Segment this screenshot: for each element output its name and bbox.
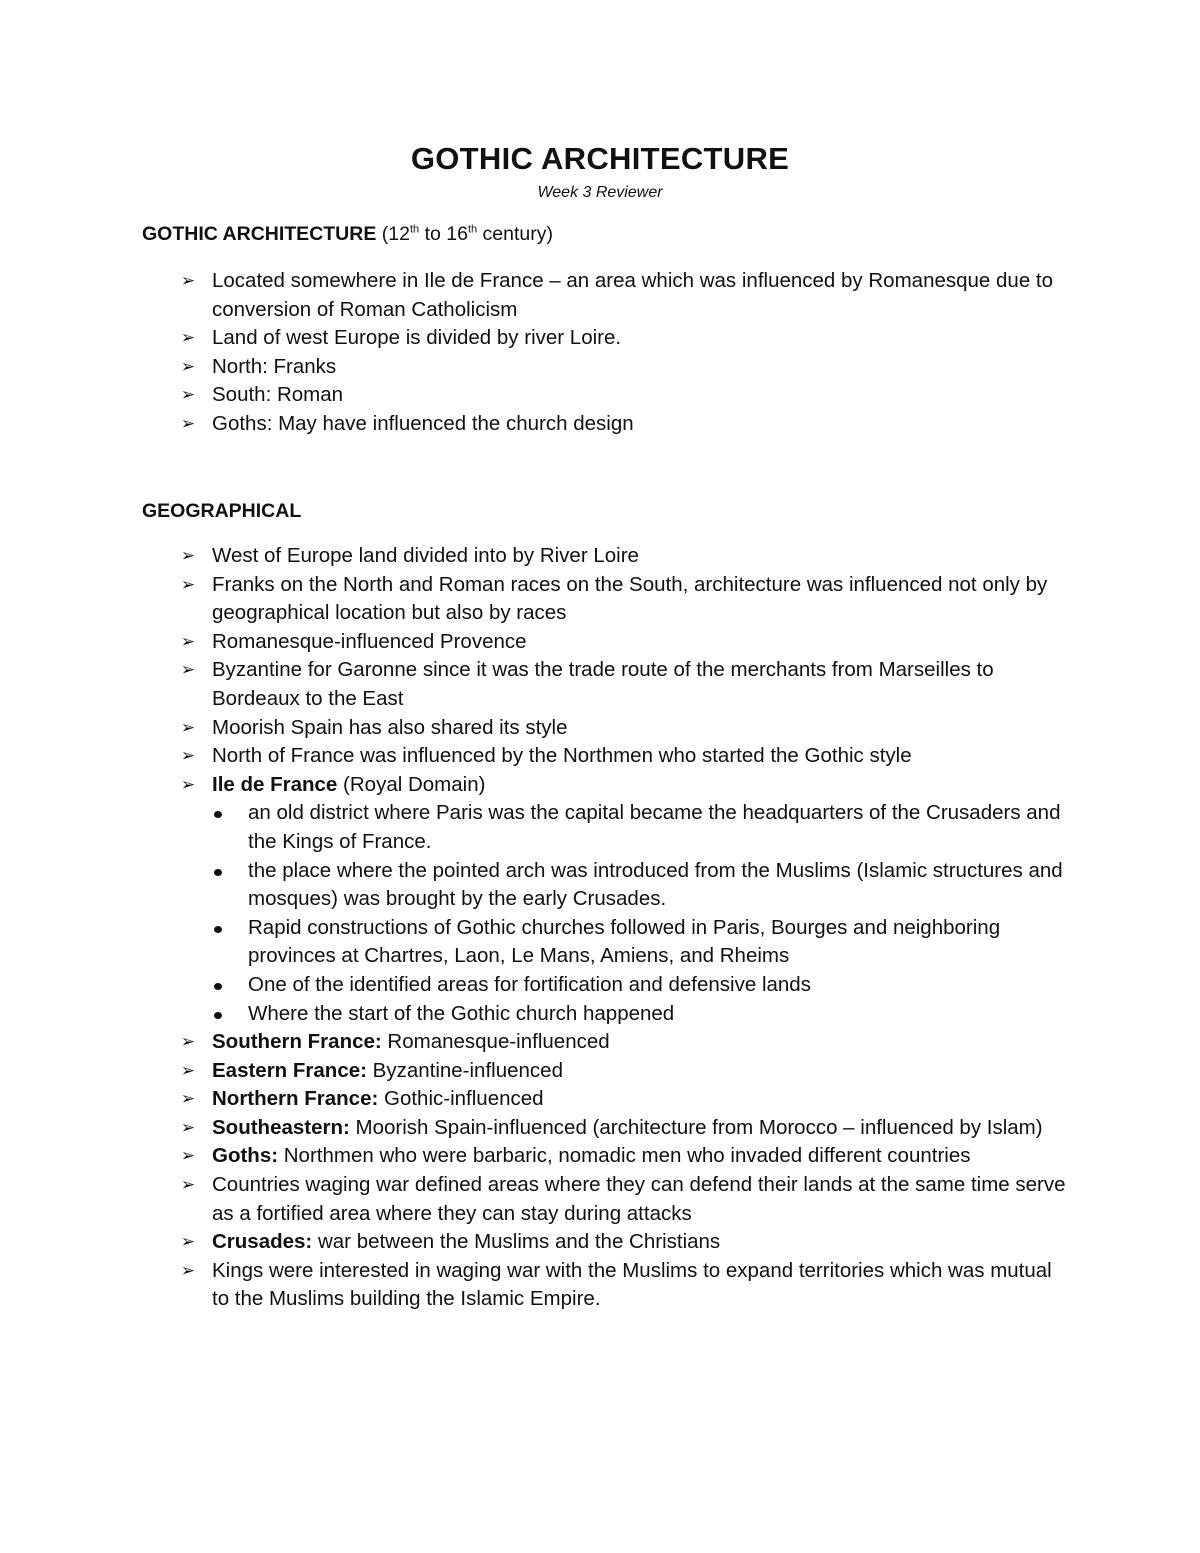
round-bullet-icon <box>214 869 222 876</box>
section-heading-bold: GOTHIC ARCHITECTURE <box>142 223 377 245</box>
list-item <box>178 410 1068 439</box>
list-item-text: North: Franks <box>212 354 337 378</box>
round-bullet-icon <box>214 926 222 933</box>
arrow-bullet-icon: ➢ <box>180 413 196 433</box>
list-item-text: Land of west Europe is divided by river Loire. <box>212 326 622 350</box>
list-item-text: Franks on the North and Roman races on the South, architecture was influenced not only by geographical location but also by races <box>212 572 1048 625</box>
document-subtitle: Week 3 Reviewer <box>537 184 663 201</box>
list-item-label: Crusades: <box>212 1230 313 1254</box>
ile-de-france-sublist <box>212 799 1068 1028</box>
arrow-bullet-icon: ➢ <box>180 660 196 680</box>
section-heading-bold: GEOGRAPHICAL <box>142 500 302 522</box>
arrow-bullet-icon: ➢ <box>180 1117 196 1137</box>
arrow-bullet-icon: ➢ <box>180 774 196 794</box>
list-item <box>178 353 1068 382</box>
arrow-bullet-icon: ➢ <box>180 574 196 594</box>
arrow-bullet-icon: ➢ <box>180 717 196 737</box>
list-item-text: North of France was influenced by the Northmen who started the Gothic style <box>212 744 912 768</box>
list-item-label: Ile de France <box>212 772 338 796</box>
list-item-label: Goths: <box>212 1144 279 1168</box>
section-heading-paren-close: century) <box>477 223 553 245</box>
list-item-text: Kings were interested in waging war with the Muslims to expand territories which was mutual to the Muslims building the Islamic Empire. <box>212 1258 1052 1311</box>
list-item-goths <box>178 1142 1068 1171</box>
sub-list-item <box>212 1000 1068 1029</box>
arrow-bullet-icon: ➢ <box>180 1232 196 1252</box>
sub-list-item-text: Rapid constructions of Gothic churches followed in Paris, Bourges and neighboring provinces at Chartres, Laon, Le Mans, Amiens, and Rheims <box>248 915 1001 968</box>
geographical-list <box>178 542 1068 1314</box>
arrow-bullet-icon: ➢ <box>180 1089 196 1109</box>
list-item <box>178 628 1068 657</box>
gothic-architecture-list <box>178 267 1068 439</box>
list-item <box>178 571 1068 628</box>
list-item-ile-de-france <box>178 771 1068 1028</box>
arrow-bullet-icon: ➢ <box>180 1175 196 1195</box>
list-item-text: Countries waging war defined areas where they can defend their lands at the same time serve as a fortified area where they can stay during attacks <box>212 1173 1066 1225</box>
section-heading-paren-open: (12 <box>376 223 410 245</box>
sub-list-item <box>212 857 1068 914</box>
list-item-southeastern <box>178 1114 1068 1143</box>
list-item-text: West of Europe land divided into by River Loire <box>212 544 639 567</box>
list-item-text: South: Roman <box>212 383 344 407</box>
list-item-text: Located somewhere in Ile de France – an area which was influenced by Romanesque due to conversion of Roman Catholicism <box>212 269 1054 321</box>
list-item <box>178 742 1068 771</box>
list-item-southern-france <box>178 1028 1068 1057</box>
sub-list-item <box>212 971 1068 1000</box>
list-item-label: Southeastern: <box>212 1115 350 1139</box>
list-item <box>178 714 1068 743</box>
list-item <box>178 1257 1068 1314</box>
list-item-text: Gothic-influenced <box>378 1087 544 1111</box>
sub-list-item <box>212 799 1068 856</box>
list-item-eastern-france <box>178 1057 1068 1086</box>
list-item <box>178 542 1068 571</box>
section-heading-mid: to 16 <box>419 223 468 245</box>
section-heading-gothic-architecture <box>142 223 553 246</box>
list-item-text: Romanesque-influenced <box>381 1030 610 1054</box>
list-item-text: (Royal Domain) <box>337 772 486 796</box>
list-item-label: Eastern France: <box>212 1058 367 1082</box>
list-item-label: Northern France: <box>212 1087 379 1111</box>
sub-list-item-text: Where the start of the Gothic church happened <box>248 1001 675 1025</box>
sub-list-item-text: the place where the pointed arch was introduced from the Muslims (Islamic structures and mosques) was brought by the early Crusades. <box>248 858 1063 911</box>
list-item-text: Romanesque-influenced Provence <box>212 629 527 653</box>
list-item-text: Moorish Spain-influenced (architecture from Morocco – influenced by Islam) <box>349 1115 1043 1139</box>
sub-list-item <box>212 914 1068 971</box>
arrow-bullet-icon: ➢ <box>180 328 196 348</box>
list-item-text: Byzantine for Garonne since it was the trade route of the merchants from Marseilles to Bordeaux to the East <box>212 658 994 710</box>
list-item-crusades <box>178 1228 1068 1257</box>
list-item-northern-france <box>178 1085 1068 1114</box>
superscript-th: th <box>467 223 478 236</box>
list-item <box>178 1171 1068 1228</box>
list-item-text: Moorish Spain has also shared its style <box>212 715 568 739</box>
section-heading-geographical <box>142 500 301 523</box>
superscript-th: th <box>409 223 420 236</box>
arrow-bullet-icon: ➢ <box>180 1032 196 1052</box>
list-item-label: Southern France: <box>212 1030 382 1054</box>
sub-list-item-text: an old district where Paris was the capital became the headquarters of the Crusaders and the Kings of France. <box>248 801 1061 853</box>
arrow-bullet-icon: ➢ <box>180 356 196 376</box>
list-item-text: war between the Muslims and the Christians <box>312 1230 721 1254</box>
arrow-bullet-icon: ➢ <box>180 385 196 405</box>
list-item <box>178 656 1068 713</box>
list-item <box>178 324 1068 353</box>
arrow-bullet-icon: ➢ <box>180 1260 196 1280</box>
arrow-bullet-icon: ➢ <box>180 271 196 290</box>
arrow-bullet-icon: ➢ <box>180 1146 196 1166</box>
list-item-text: Goths: May have influenced the church design <box>212 411 634 435</box>
list-item-text: Byzantine-influenced <box>366 1058 563 1082</box>
list-item <box>178 381 1068 410</box>
arrow-bullet-icon: ➢ <box>180 1060 196 1080</box>
round-bullet-icon <box>214 983 222 990</box>
arrow-bullet-icon: ➢ <box>180 546 196 565</box>
round-bullet-icon <box>214 811 222 818</box>
list-item-text: Northmen who were barbaric, nomadic men who invaded different countries <box>278 1144 971 1168</box>
sub-list-item-text: One of the identified areas for fortification and defensive lands <box>248 972 811 996</box>
arrow-bullet-icon: ➢ <box>180 631 196 651</box>
round-bullet-icon <box>214 1012 222 1019</box>
document-title: GOTHIC ARCHITECTURE <box>410 141 790 176</box>
arrow-bullet-icon: ➢ <box>180 746 196 766</box>
list-item <box>178 267 1068 324</box>
